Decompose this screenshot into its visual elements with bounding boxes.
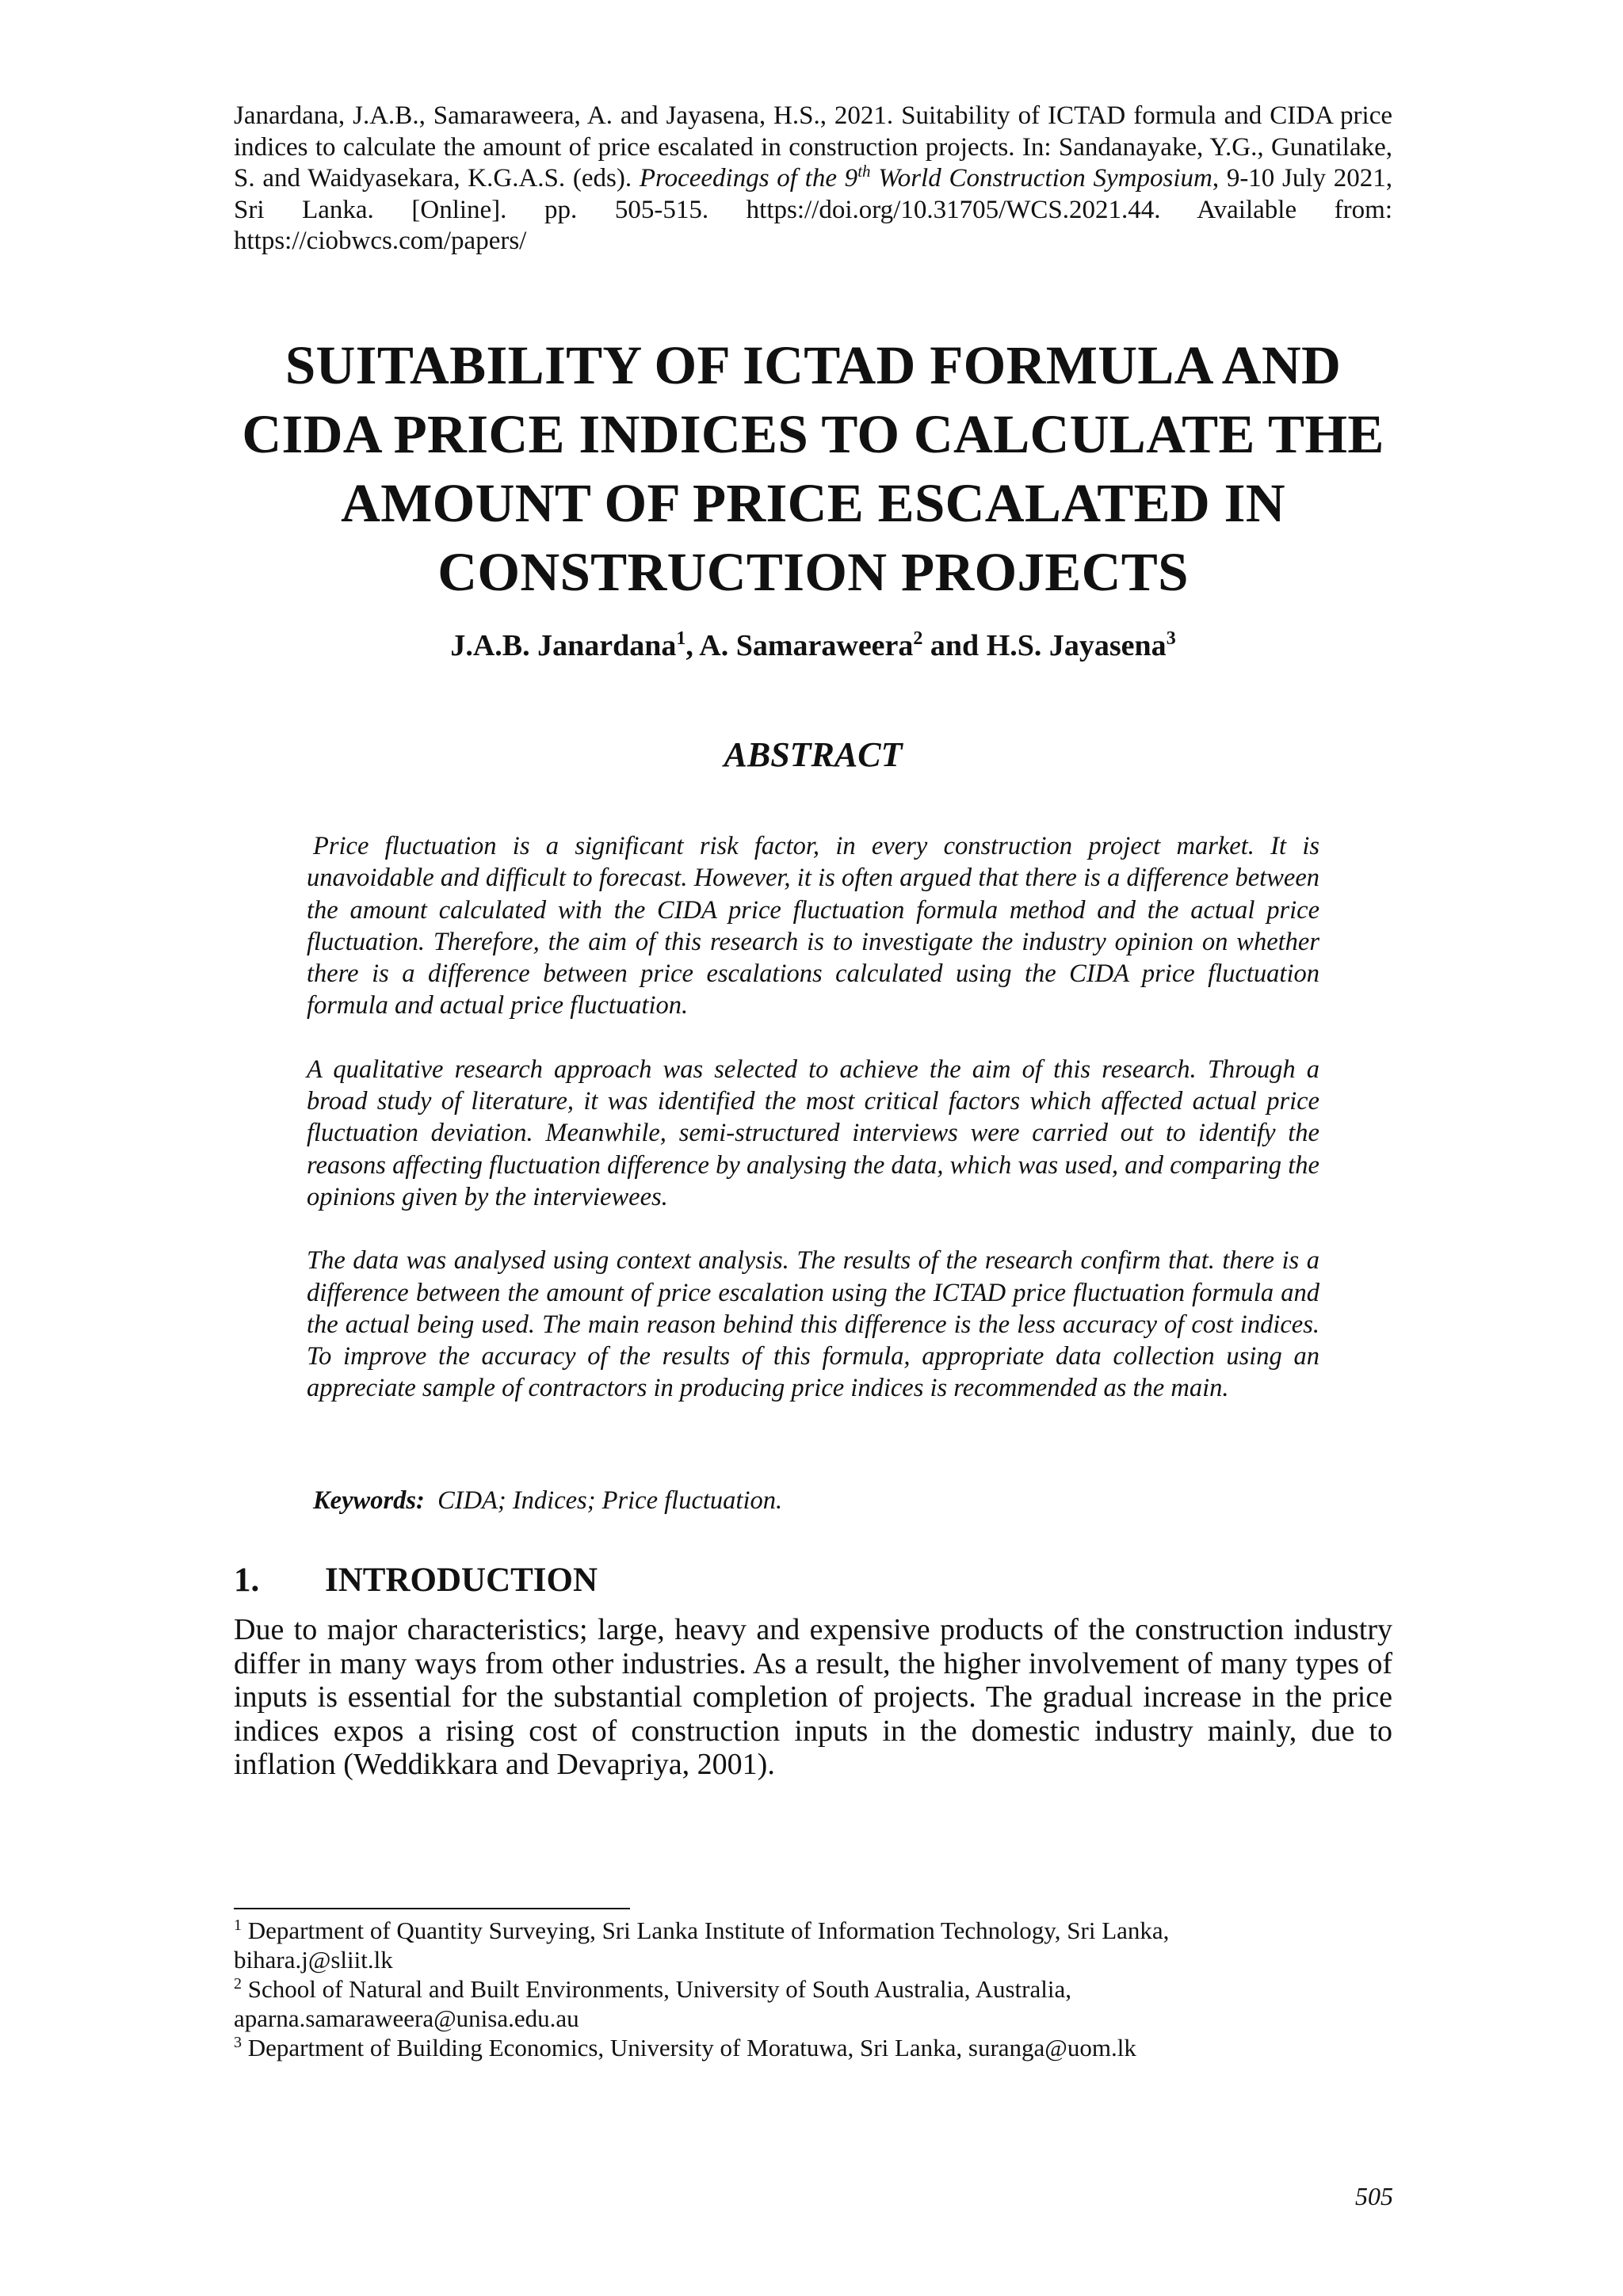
- page-number: 505: [1355, 2182, 1393, 2210]
- author-list: [234, 626, 1392, 666]
- keywords-label: Keywords:: [313, 1486, 425, 1515]
- author-affiliation-mark: 1: [676, 628, 686, 649]
- footnote-text: Department of Quantity Surveying, Sri Lanka Institute of Information Technology, Sri Lanka,: [247, 1917, 1170, 1944]
- footnote-email: bihara.j@sliit.lk: [234, 1946, 393, 1974]
- author-name: A. Samaraweera: [699, 629, 914, 662]
- footnote-rule: [234, 1908, 630, 1909]
- footnote: [234, 2033, 1392, 2062]
- footnote-text: Department of Building Economics, University of Moratuwa, Sri Lanka, suranga@uom.lk: [247, 2034, 1136, 2061]
- section-title: INTRODUCTION: [325, 1562, 598, 1599]
- footnotes: [234, 1916, 1392, 2062]
- author-affiliation-mark: 2: [913, 628, 923, 649]
- keywords-list: CIDA; Indices; Price fluctuation.: [437, 1486, 783, 1515]
- footnote: [234, 1974, 1392, 2033]
- title-line: CIDA PRICE INDICES TO CALCULATE THE: [242, 404, 1384, 464]
- author-name: J.A.B. Janardana: [450, 629, 677, 662]
- footnote-mark: 2: [234, 1975, 242, 1993]
- citation-part1: Janardana, J.A.B., Samaraweera, A. and Jayasena, H.S., 2021. Suitability of ICTAD formula and CIDA price indices to calculate the amount of price escalated in construction projects. In: Sandanayake, Y.G., Gunatilake, S. and Waidyasekara, K.G.A.S. (eds).: [234, 101, 1392, 193]
- author-separator: and: [922, 629, 987, 662]
- footnote-email: aparna.samaraweera@unisa.edu.au: [234, 2004, 579, 2032]
- title-line: CONSTRUCTION PROJECTS: [437, 542, 1189, 602]
- citation-text: [234, 101, 1392, 257]
- body-paragraph: Due to major characteristics; large, heavy and expensive products of the construction industry differ in many ways from other industries. As a result, the higher involvement of many types of inputs is essential for the substantial completion of projects. The gradual increase in the price indices expos a rising cost of construction inputs in the domestic industry mainly, due to inflation (Weddikkara and Devapriya, 2001).: [234, 1613, 1392, 1782]
- footnote: [234, 1916, 1392, 1974]
- proceedings-title: Proceedings of the 9th World Construction Symposium: [639, 162, 1212, 193]
- title-line: AMOUNT OF PRICE ESCALATED IN: [341, 473, 1285, 533]
- citation-part2: , 9-10 July 2021, Sri Lanka. [Online]. pp. 505-515. https://doi.org/10.31705/WCS.2021.44. Available from: https://ciobwcs.com/papers/: [234, 164, 1393, 255]
- abstract-paragraph: Price fluctuation is a significant risk factor, in every construction project market. It is unavoidable and difficult to forecast. However, it is often argued that there is a difference between the amount calculated with the CIDA price fluctuation formula method and the actual price fluctuation. Therefore, the aim of this research is to investigate the industry opinion on whether there is a difference between price escalations calculated using the CIDA price fluctuation formula and actual price fluctuation.: [307, 832, 1319, 1020]
- section-number: 1.: [234, 1562, 260, 1599]
- footnote-mark: 1: [234, 1917, 242, 1934]
- abstract-paragraph: The data was analysed using context analysis. The results of the research confirm that. there is a difference between the amount of price escalation using the ICTAD price fluctuation formula and the actual being used. The main reason behind this difference is the less accuracy of cost indices. To improve the accuracy of the results of this formula, appropriate data collection using an appreciate sample of contractors in producing price indices is recommended as the main.: [307, 1246, 1319, 1403]
- abstract-heading: ABSTRACT: [724, 735, 903, 774]
- citation-block: [234, 101, 1392, 257]
- paper-title: [234, 331, 1392, 607]
- introduction-body: [234, 1613, 1392, 1782]
- section-heading-introduction: [234, 1559, 1392, 1602]
- author-affiliation-mark: 3: [1166, 628, 1176, 649]
- abstract-paragraph: A qualitative research approach was selected to achieve the aim of this research. Through a broad study of literature, it was identified the most critical factors which affected actual price fluctuation deviation. Meanwhile, semi-structured interviews were carried out to identify the reasons affecting fluctuation difference by analysing the data, which was used, and comparing the opinions given by the interviewees.: [307, 1055, 1319, 1211]
- keywords-line: [313, 1484, 782, 1517]
- footnote-mark: 3: [234, 2034, 242, 2051]
- footnote-text: School of Natural and Built Environments, University of South Australia, Australia,: [247, 1975, 1071, 2003]
- abstract-body: [307, 830, 1319, 1436]
- author-name: H.S. Jayasena: [986, 629, 1167, 662]
- author-separator: ,: [685, 629, 700, 662]
- title-line: SUITABILITY OF ICTAD FORMULA AND: [285, 335, 1342, 395]
